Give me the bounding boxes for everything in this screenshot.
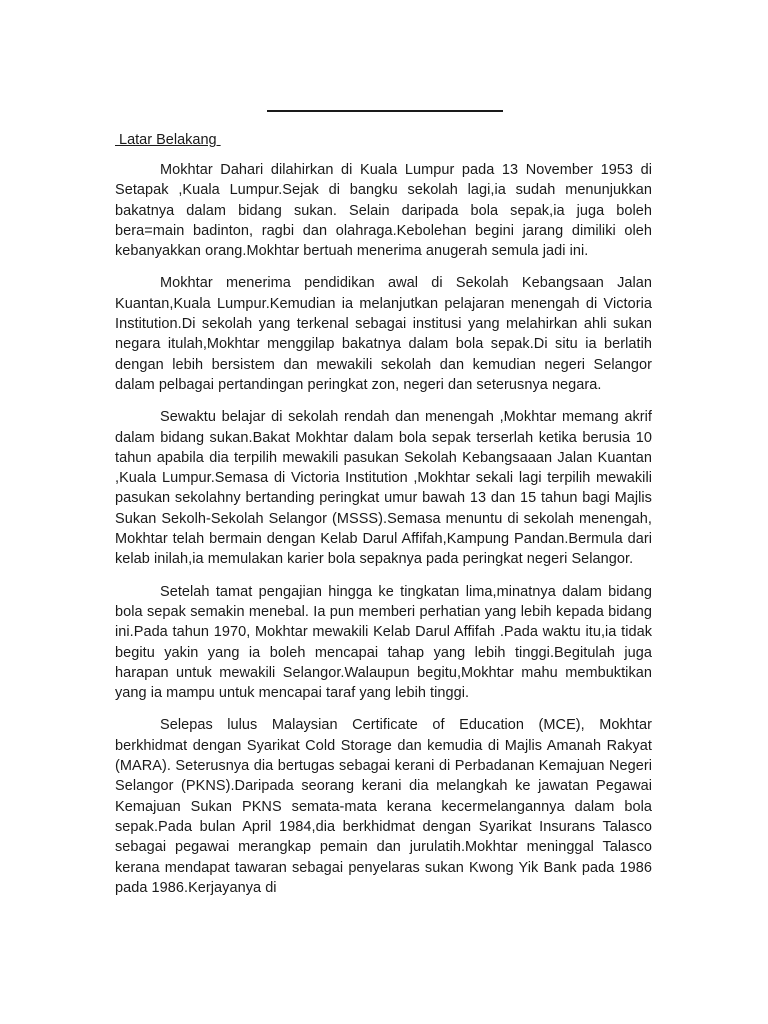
section-heading: Latar Belakang [115, 132, 221, 148]
paragraph-3: Sewaktu belajar di sekolah rendah dan menengah ,Mokhtar memang akrif dalam bidang sukan.Bakat Mokhtar dalam bola sepak terserlah ketika berusia 10 tahun apabila dia terpilih mewakili pasukan Sekolah Kebangsaaan Jalan Kuantan ,Kuala Lumpur.Semasa di Victoria Institution ,Mokhtar sekali lagi terpilih mewakili pasukan sekolahny bertanding peringkat umur bawah 13 dan 15 tahun bagi Majlis Sukan Sekolh-Sekolah Selangor (MSSS).Semasa menuntu di sekolah menengah, Mokhtar telah bermain dengan Kelab Darul Affifah,Kampung Pandan.Bermula dari kelab inilah,ia memulakan karier bola sepaknya pada peringkat negeri Selangor. [115, 409, 652, 568]
header-rule [267, 110, 503, 112]
paragraph-5: Selepas lulus Malaysian Certificate of Education (MCE), Mokhtar berkhidmat dengan Syarikat Cold Storage dan kemudia di Majlis Amanah Rakyat (MARA). Seterusnya dia bertugas sebagai kerani di Perbadanan Kemajuan Negeri Selangor (PKNS).Daripada seorang kerani dia melangkah ke jawatan Pegawai Kemajuan Sukan PKNS semata-mata kerana kecermelangannya dalam bola sepak.Pada bulan April 1984,dia berkhidmat dengan Syarikat Insurans Talasco sebagai pegawai merangkap pemain dan jurulatih.Mokhtar meninggal Talasco kerana mendapat tawaran sebagai penyelaras sukan Kwong Yik Bank pada 1986 pada 1986.Kerjayanya di [115, 717, 652, 896]
paragraph-4: Setelah tamat pengajian hingga ke tingkatan lima,minatnya dalam bidang bola sepak semakin menebal. Ia pun memberi perhatian yang lebih kepada bidang ini.Pada tahun 1970, Mokhtar mewakili Kelab Darul Affifah .Pada waktu itu,ia tidak begitu yakin yang ia boleh mencapai tahap yang lebih tinggi.Begitulah juga harapan untuk mewakili Selangor.Walaupun begitu,Mokhtar mahu membuktikan yang ia mampu untuk mencapai taraf yang lebih tinggi. [115, 583, 652, 702]
paragraph-1: Mokhtar Dahari dilahirkan di Kuala Lumpur pada 13 November 1953 di Setapak ,Kuala Lumpur.Sejak di bangku sekolah lagi,ia sudah menunjukkan bakatnya dalam bidang sukan. Selain daripada bola sepak,ia juga boleh bera=main badinton, ragbi dan olahraga.Kebolehan begini jarang dimiliki oleh kebanyakkan orang.Mokhtar bertuah menerima anugerah semula jadi ini. [115, 162, 652, 260]
body-text [115, 160, 652, 910]
paragraph-2: Mokhtar menerima pendidikan awal di Sekolah Kebangsaan Jalan Kuantan,Kuala Lumpur.Kemudian ia melanjutkan pelajaran menengah di Victoria Institution.Di sekolah yang terkenal sebagai institusi yang melahirkan ahli sukan negara itulah,Mokhtar menggilap bakatnya dalam bola sepak.Di situ ia berlatih dengan lebih bersistem dan mewakili sekolah dan kemudian negeri Selangor dalam pelbagai pertandingan peringkat zon, negeri dan seterusnya negara. [115, 275, 652, 393]
